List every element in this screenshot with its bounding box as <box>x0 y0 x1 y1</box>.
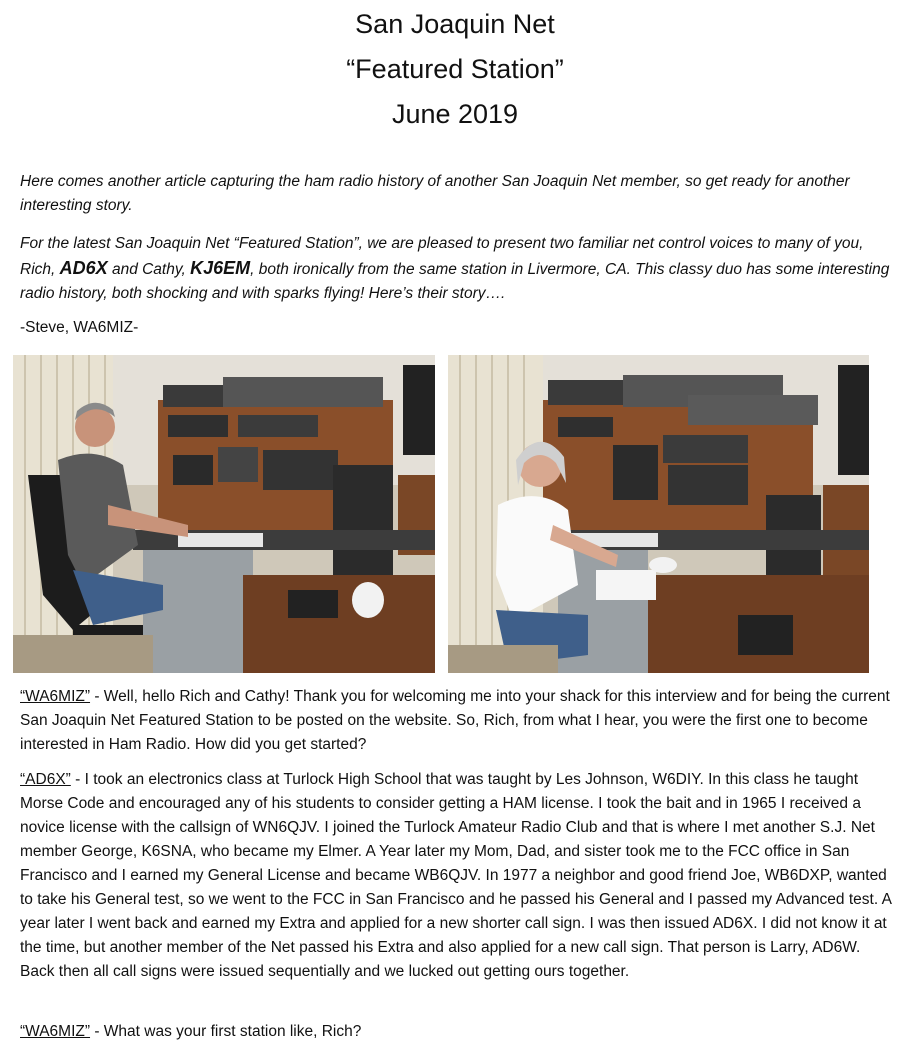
speaker-wa6miz-2: “WA6MIZ” <box>20 1023 91 1040</box>
article-title <box>0 0 910 137</box>
interview-question-1 <box>20 685 898 757</box>
title-featured-station: “Featured Station” <box>346 54 564 84</box>
intro-text-b: and Cathy, <box>107 261 191 278</box>
interview-answer-1 <box>20 768 898 984</box>
photo-rich-at-station <box>13 355 435 673</box>
photo-cathy-at-station <box>448 355 869 673</box>
speaker-ad6x: “AD6X” <box>20 771 71 788</box>
intro-text-c: , both ironically from the same station in Livermore, CA. This classy duo has some interesting radio history, both shocking and with sparks flying! Here’s their story…. <box>20 261 890 302</box>
interview-question-2 <box>20 1020 898 1044</box>
title-net-name: San Joaquin Net <box>355 9 555 39</box>
speaker-wa6miz: “WA6MIZ” <box>20 688 91 705</box>
intro-paragraph-2 <box>20 232 900 306</box>
answer-1-text: - I took an electronics class at Turlock High School that was taught by Les Johnson, W6DIY. In this class he taught Morse Code and encouraged any of his students to consider getting a HAM license. I took the bait and in 1965 I received a novice license with the callsign of WN6QJV. I joined the Turlock Amateur Radio Club and that is where I met another S.J. Net member George, K6SNA, who became my Elmer. A Year later my Mom, Dad, and sister took me to the FCC office in San Francisco and I earned my General License and became WB6QJV. In 1977 a neighbor and good friend Joe, WB6DXP, wanted to take his General test, so we went to the FCC in San Francisco and he passed his General and I passed my Advanced test. A year later I went back and earned my Extra and applied for a new shorter call sign. I was then issued AD6X. I did not know it at the time, but another member of the Net passed his Extra and also applied for a new call sign. That person is Larry, AD6W. Back then all call signs were issued sequentially and we lucked out getting ours together. <box>20 771 892 980</box>
intro-text-a: For the latest San Joaquin Net “Featured Station”, we are pleased to present two familiar net control voices to many of you, Rich, <box>20 235 864 278</box>
callsign-cathy: KJ6EM <box>190 258 251 278</box>
intro-paragraph-1: Here comes another article capturing the ham radio history of another San Joaquin Net member, so get ready for another interesting story. <box>20 173 850 214</box>
callsign-rich: AD6X <box>59 258 108 278</box>
intro-signature: -Steve, WA6MIZ- <box>20 319 139 336</box>
question-1-text: - Well, hello Rich and Cathy! Thank you for welcoming me into your shack for this interview and for being the current San Joaquin Net Featured Station to be posted on the website. So, Rich, from what I hear, you were the first one to become interested in Ham Radio. How did you get started? <box>20 688 890 753</box>
title-date: June 2019 <box>391 99 519 129</box>
question-2-text: - What was your first station like, Rich? <box>90 1023 362 1040</box>
